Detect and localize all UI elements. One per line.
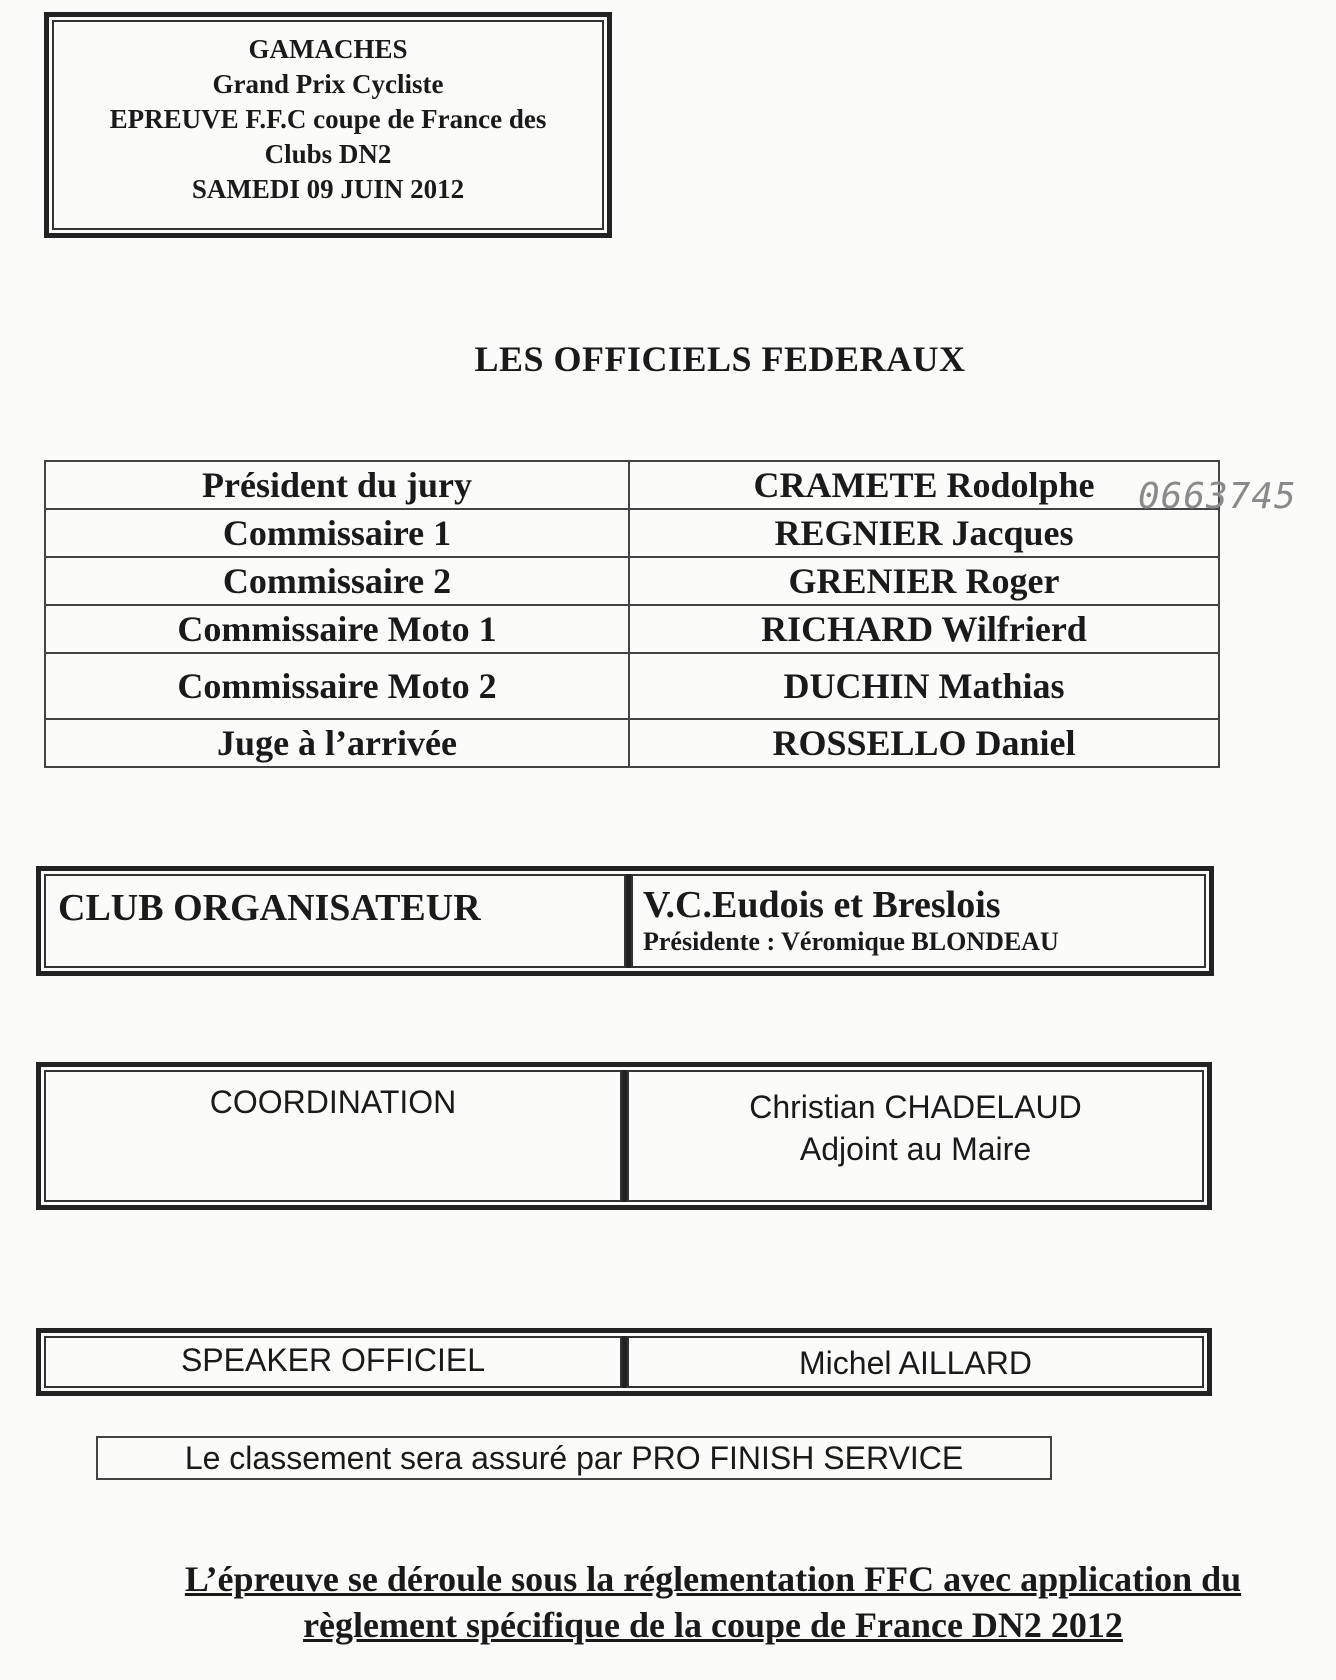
regulation-footer xyxy=(0,1556,1336,1648)
section-title: LES OFFICIELS FEDERAUX xyxy=(474,339,966,379)
speaker-label: SPEAKER OFFICIEL xyxy=(44,1336,622,1388)
table-row xyxy=(45,557,1219,605)
regulation-line-2: règlement spécifique de la coupe de France DN2 2012 xyxy=(303,1605,1123,1645)
table-row xyxy=(45,719,1219,767)
official-role: Commissaire 1 xyxy=(45,509,629,557)
table-row xyxy=(45,461,1219,509)
club-details xyxy=(631,874,1206,968)
header-event-type: EPREUVE F.F.C coupe de France des xyxy=(109,104,547,134)
official-name: REGNIER Jacques xyxy=(629,509,1219,557)
official-name: DUCHIN Mathias xyxy=(629,653,1219,719)
official-name: CRAMETE Rodolphe xyxy=(629,461,1219,509)
coordination-box xyxy=(36,1062,1212,1210)
speaker-box xyxy=(36,1328,1212,1396)
header-event-name: Grand Prix Cycliste xyxy=(212,69,444,99)
club-organiser-box xyxy=(36,866,1214,976)
club-name: V.C.Eudois et Breslois xyxy=(643,884,1001,926)
club-president: Présidente : Véromique BLONDEAU xyxy=(643,927,1059,956)
header-event-division: Clubs DN2 xyxy=(264,139,392,169)
official-name: RICHARD Wilfrierd xyxy=(629,605,1219,653)
coordination-label: COORDINATION xyxy=(44,1070,622,1202)
table-row xyxy=(45,653,1219,719)
official-role: Président du jury xyxy=(45,461,629,509)
official-role: Commissaire Moto 2 xyxy=(45,653,629,719)
header-event-date: SAMEDI 09 JUIN 2012 xyxy=(191,174,465,204)
table-row xyxy=(45,509,1219,557)
classement-note: Le classement sera assuré par PRO FINISH SERVICE xyxy=(96,1436,1052,1480)
official-name: ROSSELLO Daniel xyxy=(629,719,1219,767)
officials-table xyxy=(44,460,1220,768)
coordination-name: Christian CHADELAUD xyxy=(749,1089,1082,1125)
coordination-details xyxy=(627,1070,1204,1202)
header-town: GAMACHES xyxy=(248,34,408,64)
official-name: GRENIER Roger xyxy=(629,557,1219,605)
event-header-box xyxy=(44,12,612,238)
official-role: Commissaire 2 xyxy=(45,557,629,605)
handwritten-phone-note: 0663745 xyxy=(1138,476,1297,517)
official-role: Commissaire Moto 1 xyxy=(45,605,629,653)
speaker-name: Michel AILLARD xyxy=(627,1336,1204,1388)
event-header-inner xyxy=(52,20,604,230)
official-role: Juge à l’arrivée xyxy=(45,719,629,767)
table-row xyxy=(45,605,1219,653)
club-label: CLUB ORGANISATEUR xyxy=(44,874,626,968)
regulation-line-1: L’épreuve se déroule sous la réglementation FFC avec application du xyxy=(184,1559,1242,1599)
coordination-title: Adjoint au Maire xyxy=(799,1131,1032,1167)
